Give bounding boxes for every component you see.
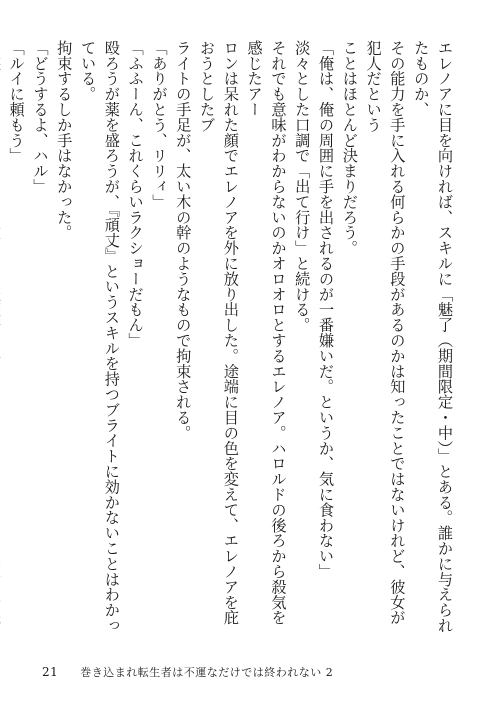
page-number: 21: [42, 665, 59, 679]
text-line: 「ふふーん、これくらいラクショーだもん」: [126, 40, 145, 348]
text-line: 「どうするよ、ハル」: [31, 40, 50, 194]
text-line: エレノアに目を向ければ、スキルに「魅了（期間限定・中）」とある。誰かに与えられたものか、: [412, 40, 454, 633]
text-line: 殴ろうが薬を盛ろうが、『頑丈』というスキルを持つブライトに効かないことはわかっている。: [79, 40, 121, 633]
text-line: ことはほとんど決まりだろう。: [340, 40, 359, 256]
text-line: それでも意味がわからないのかオロオロとするエレノア。ハロルドの後ろから殺気を感じたアー: [245, 40, 288, 626]
text-line: 「俺は、俺の周囲に手を出されるのが一番嫌いだ。というか、気に食わない」: [317, 40, 336, 579]
text-line: 拘束するしか手はなかった。: [55, 40, 74, 241]
body-text: [7, 40, 456, 640]
text-line: 「ありがとう、リリィ」: [150, 40, 169, 210]
page-footer: [42, 664, 333, 680]
text-line: 淡々とした口調で「出て行け」と続ける。: [293, 40, 312, 333]
text-line: 「ルイに頼もう」: [7, 40, 26, 164]
text-line: ロンは呆れた顔でエレノアを外に放り出した。途端に目の色を変えて、エレノアを庇おうとしたブ: [198, 40, 240, 626]
text-line: [0, 40, 4, 640]
text-line: ライトの手足が、太い木の幹のようなもので拘束される。: [174, 40, 193, 441]
book-title: 巻き込まれ転生者は不運なだけでは終われない 2: [80, 666, 334, 679]
text-line: その能力を手に入れる何らかの手段があるのかは知ったことではないけれど、彼女が犯人だという: [364, 40, 407, 626]
